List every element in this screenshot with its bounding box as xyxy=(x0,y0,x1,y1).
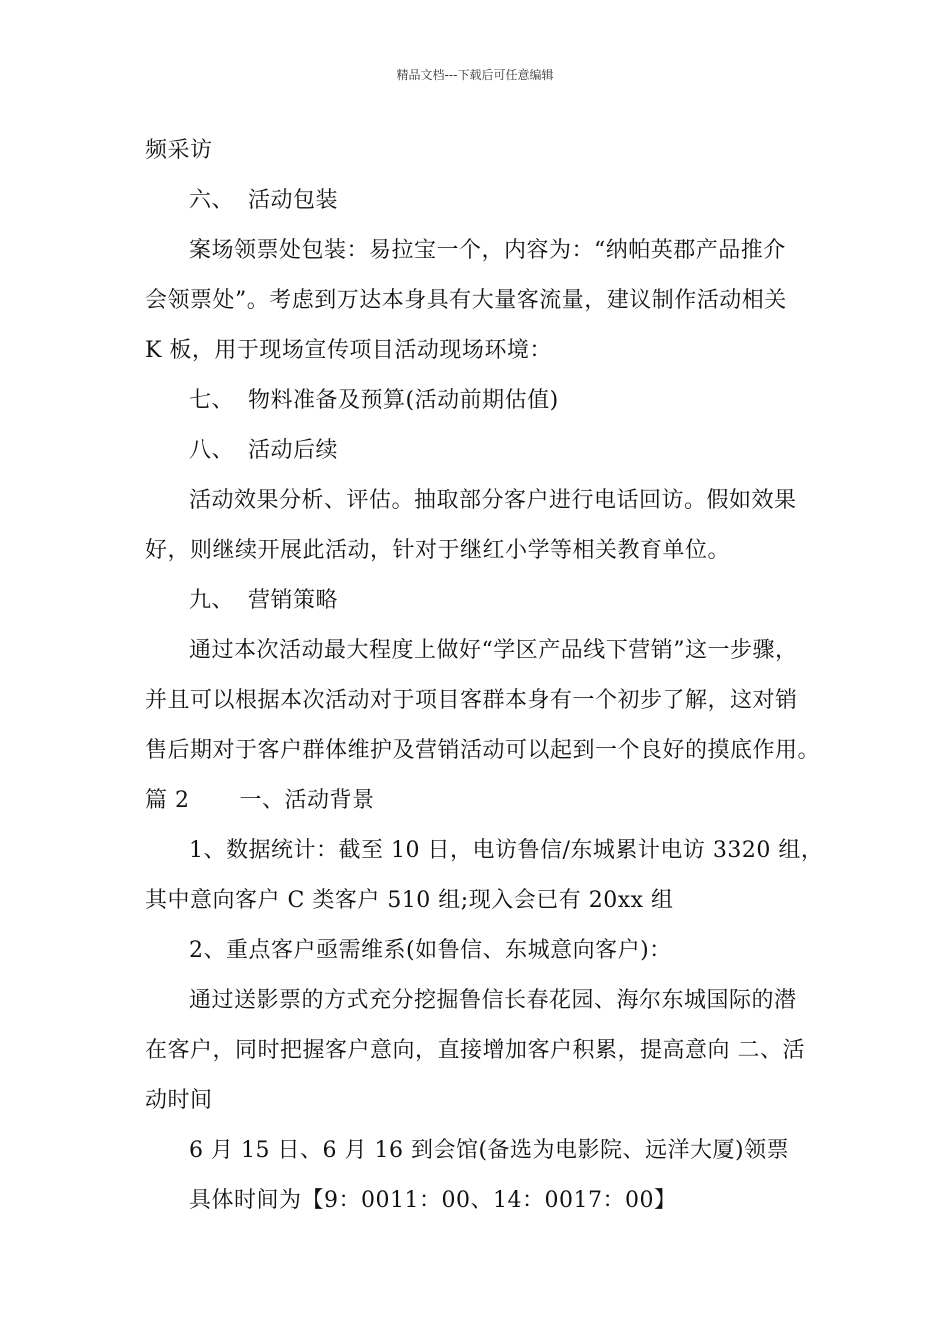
text-line: 在客户，同时把握客户意向，直接增加客户积累，提高意向 二、活 xyxy=(145,1038,805,1063)
section-number: 九、 xyxy=(189,588,235,613)
text-line: 频采访 xyxy=(145,138,213,163)
text-line: 具体时间为【9：0011：00、14：0017：00】 xyxy=(189,1188,677,1213)
text-line: 案场领票处包装：易拉宝一个，内容为：“纳帕英郡产品推介 xyxy=(189,238,786,263)
section-number: 七、 xyxy=(189,388,235,413)
chapter-heading xyxy=(145,786,375,816)
section-title: 活动包装 xyxy=(248,188,339,213)
page-header: 精品文档---下载后可任意编辑 xyxy=(396,68,554,82)
text-line: 其中意向客户 C 类客户 510 组;现入会已有 20xx 组 xyxy=(145,888,674,913)
chapter-label: 篇 2 xyxy=(145,788,190,813)
text-line: 通过本次活动最大程度上做好“学区产品线下营销”这一步骤， xyxy=(189,638,798,663)
text-line: 售后期对于客户群体维护及营销活动可以起到一个良好的摸底作用。 xyxy=(145,738,821,763)
section-heading xyxy=(189,186,338,216)
text-line: 通过送影票的方式充分挖掘鲁信长春花园、海尔东城国际的潜 xyxy=(189,988,797,1013)
text-line: 会领票处”。考虑到万达本身具有大量客流量，建议制作活动相关 xyxy=(145,288,787,313)
section-title: 活动后续 xyxy=(248,438,339,463)
text-line: 1、数据统计：截至 10 日，电访鲁信/东城累计电访 3320 组， xyxy=(189,838,824,863)
text-line: 动时间 xyxy=(145,1088,213,1113)
section-number: 六、 xyxy=(189,188,235,213)
section-heading xyxy=(189,586,338,616)
text-line: 并且可以根据本次活动对于项目客群本身有一个初步了解，这对销 xyxy=(145,688,798,713)
text-line: 6 月 15 日、6 月 16 到会馆(备选为电影院、远洋大厦)领票 xyxy=(189,1138,790,1163)
section-title: 物料准备及预算(活动前期估值) xyxy=(248,388,559,413)
section-heading xyxy=(189,386,559,416)
chapter-title: 一、活动背景 xyxy=(239,788,375,813)
section-heading xyxy=(189,436,338,466)
section-number: 八、 xyxy=(189,438,235,463)
text-line: 2、重点客户亟需维系(如鲁信、东城意向客户)： xyxy=(189,938,672,963)
section-title: 营销策略 xyxy=(248,588,339,613)
text-line: 好，则继续开展此活动，针对于继红小学等相关教育单位。 xyxy=(145,538,731,563)
text-line: 活动效果分析、评估。抽取部分客户进行电话回访。假如效果 xyxy=(189,488,797,513)
text-line: K 板，用于现场宣传项目活动现场环境： xyxy=(145,338,552,363)
